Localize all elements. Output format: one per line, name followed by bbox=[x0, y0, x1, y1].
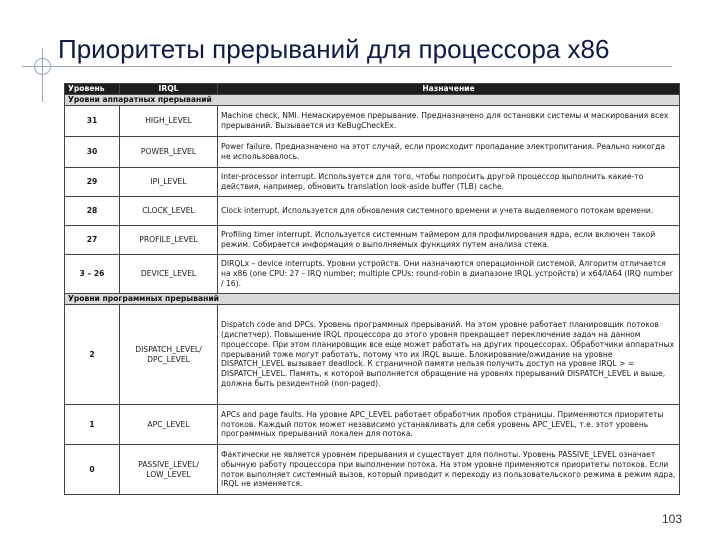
row-desc: Inter-processor interrupt. Используется для того, чтобы попросить другой процессор выполнить какие-то действия, например, обновить translation look-aside buffer (TLB) cache. bbox=[218, 168, 680, 197]
row-name: APC_LEVEL bbox=[120, 405, 218, 445]
table-row bbox=[65, 168, 680, 197]
irql-table bbox=[64, 83, 680, 495]
row-name: PROFILE_LEVEL bbox=[120, 226, 218, 255]
page-title: Приоритеты прерываний для процессора x86 bbox=[58, 34, 610, 64]
row-desc: Clock interrupt. Используется для обновления системного времени и учета выделяемого потокам времени. bbox=[218, 197, 680, 226]
header-level: Уровень bbox=[65, 84, 120, 95]
row-level: 27 bbox=[65, 226, 120, 255]
header-irql: IRQL bbox=[120, 84, 218, 95]
page-number: 103 bbox=[662, 512, 683, 526]
table-header-row bbox=[65, 84, 680, 95]
row-desc: Power failure. Предназначено на этот случай, если происходит пропадание электропитания. Реально никогда не использовалось. bbox=[218, 137, 680, 168]
row-level: 2 bbox=[65, 305, 120, 405]
row-name: POWER_LEVEL bbox=[120, 137, 218, 168]
table-row bbox=[65, 137, 680, 168]
table-row bbox=[65, 106, 680, 137]
row-level: 30 bbox=[65, 137, 120, 168]
table-row bbox=[65, 405, 680, 445]
row-desc: Фактически не является уровнем прерывания и существует для полноты. Уровень PASSIVE_LEVEL означает обычную работу процессора при выполнении потока. На этом уровне применяются приоритеты потоков. Если поток выполняет системный вызов, который приводит к переходу из пользовательского режима в режим ядра, IRQL не изменяется. bbox=[218, 445, 680, 495]
row-level: 31 bbox=[65, 106, 120, 137]
row-desc: APCs and page faults. На уровне APC_LEVEL работает обработчик пробоя страницы. Применяются приоритеты потоков. Каждый поток может независимо устанавливать для себя уровень APC_LEVEL, т.е. этот уровень программных прерываний локален для потока. bbox=[218, 405, 680, 445]
row-name: DEVICE_LEVEL bbox=[120, 255, 218, 294]
section-hardware-label: Уровни аппаратных прерываний bbox=[65, 95, 680, 106]
row-level: 29 bbox=[65, 168, 120, 197]
row-level: 28 bbox=[65, 197, 120, 226]
row-name: HIGH_LEVEL bbox=[120, 106, 218, 137]
row-name: PASSIVE_LEVEL/ LOW_LEVEL bbox=[120, 445, 218, 495]
row-desc: Dispatch code and DPCs. Уровень программных прерываний. На этом уровне работает планировщик потоков (диспетчер). Повышение IRQL процессора до этого уровня прекращает переключение задач на данном процессоре. При этом планировщик все еще может работать на других процессорах. Обработчики аппаратных прерываний тоже могут работать, потому что их IRQL выше. Блокирование/ожидание на уровне DISPATCH_LEVEL вызывает deadlock. К страничной памяти нельзя получить доступ на уровне IRQL > = DISPATCH_LEVEL. Память, к которой выполняется обращение на уровнях прерываний DISPATCH_LEVEL и выше, должна быть резидентной (non-paged). bbox=[218, 305, 680, 405]
header-purpose: Назначение bbox=[218, 84, 680, 95]
table-row bbox=[65, 445, 680, 495]
row-name: CLOCK_LEVEL bbox=[120, 197, 218, 226]
row-name: DISPATCH_LEVEL/ DPC_LEVEL bbox=[120, 305, 218, 405]
row-level: 3 – 26 bbox=[65, 255, 120, 294]
row-desc: Machine check, NMI. Немаскируемое прерывание. Предназначено для остановки системы и маскирования всех прерываний. Вызывается из KeBugCheckEx. bbox=[218, 106, 680, 137]
table-row bbox=[65, 255, 680, 294]
decor-circle bbox=[34, 58, 51, 75]
section-hardware bbox=[65, 95, 680, 106]
row-level: 0 bbox=[65, 445, 120, 495]
row-desc: DIRQLx – device interrupts. Уровни устройств. Они назначаются операционной системой. Алгоритм отличается на x86 (one CPU: 27 – IRQ number; multiple CPUs: round-robin в диапазоне IRQL устройств) и x64/IA64 (IRQ number / 16). bbox=[218, 255, 680, 294]
row-level: 1 bbox=[65, 405, 120, 445]
table-row bbox=[65, 197, 680, 226]
table-row bbox=[65, 305, 680, 405]
row-desc: Profiling timer interrupt. Используется системным таймером для профилирования ядра, если включен такой режим. Собирается информация о выполняемых функциях путем анализа стека. bbox=[218, 226, 680, 255]
section-software bbox=[65, 294, 680, 305]
row-name: IPI_LEVEL bbox=[120, 168, 218, 197]
decor-vertical-line bbox=[42, 48, 43, 102]
title-underline bbox=[22, 66, 672, 67]
table-row bbox=[65, 226, 680, 255]
section-software-label: Уровни программных прерываний bbox=[65, 294, 680, 305]
